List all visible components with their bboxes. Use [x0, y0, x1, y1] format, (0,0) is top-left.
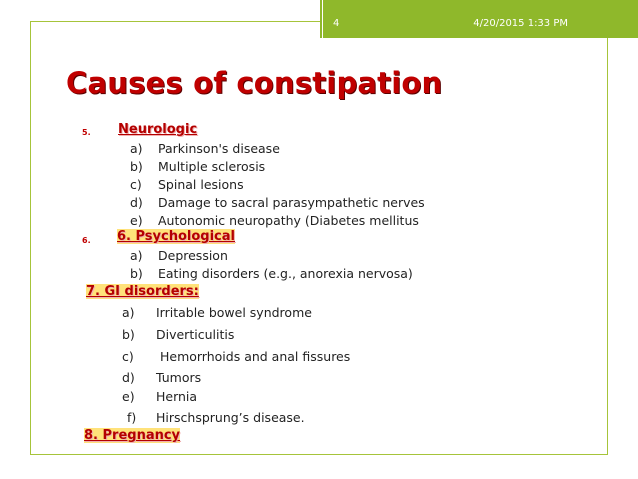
slide-title: Causes of constipation [66, 66, 443, 100]
list-item-text: Damage to sacral parasympathetic nerves [158, 195, 425, 210]
slide-date: 4/20/2015 1:33 PM [473, 18, 568, 29]
list-item [130, 159, 265, 174]
list-item [122, 370, 201, 385]
list-item-letter: a) [130, 141, 143, 156]
list-item [130, 248, 228, 263]
list-item [122, 327, 234, 342]
list-item-text: Hirschsprung’s disease. [156, 410, 305, 425]
list-item-letter: c) [122, 349, 134, 364]
list-item-text: Multiple sclerosis [158, 159, 266, 174]
list-item-text: Diverticulitis [156, 327, 235, 342]
header-divider [322, 0, 323, 44]
list-item [130, 141, 280, 156]
list-item [122, 389, 197, 404]
section-heading-psychological: 6. Psychological [117, 229, 235, 244]
list-item-text: Hemorrhoids and anal fissures [156, 349, 351, 364]
section-marker: 6. [82, 236, 91, 245]
list-item-letter: b) [130, 159, 143, 174]
list-item-text: Irritable bowel syndrome [156, 305, 312, 320]
list-item-letter: a) [130, 248, 143, 263]
list-item-letter: e) [122, 389, 135, 404]
list-item-text: Depression [158, 248, 228, 263]
list-item-letter: f) [127, 410, 137, 425]
section-marker: 5. [82, 128, 91, 137]
list-item-text: Eating disorders (e.g., anorexia nervosa) [158, 266, 413, 281]
section-heading-pregnancy: 8. Pregnancy [84, 428, 181, 443]
list-item-letter: d) [130, 195, 143, 210]
list-item-letter: a) [122, 305, 135, 320]
list-item-letter: d) [122, 370, 135, 385]
list-item [130, 266, 413, 281]
list-item-text: Hernia [156, 389, 198, 404]
list-item-text: Autonomic neuropathy (Diabetes mellitus [158, 213, 419, 228]
list-item-text: Parkinson's disease [158, 141, 280, 156]
list-item-text: Tumors [156, 370, 202, 385]
list-item [122, 349, 350, 364]
list-item-letter: e) [130, 213, 143, 228]
list-item-text: Spinal lesions [158, 177, 244, 192]
list-item [122, 305, 312, 320]
list-item-letter: b) [130, 266, 143, 281]
slide-number: 4 [333, 18, 340, 29]
list-item [127, 410, 305, 425]
list-item [130, 177, 244, 192]
section-heading-neurologic: Neurologic [118, 122, 198, 137]
list-item [130, 195, 425, 210]
list-item [130, 213, 419, 228]
list-item-letter: b) [122, 327, 135, 342]
section-heading-gi-disorders: 7. GI disorders: [86, 284, 199, 299]
list-item-letter: c) [130, 177, 142, 192]
